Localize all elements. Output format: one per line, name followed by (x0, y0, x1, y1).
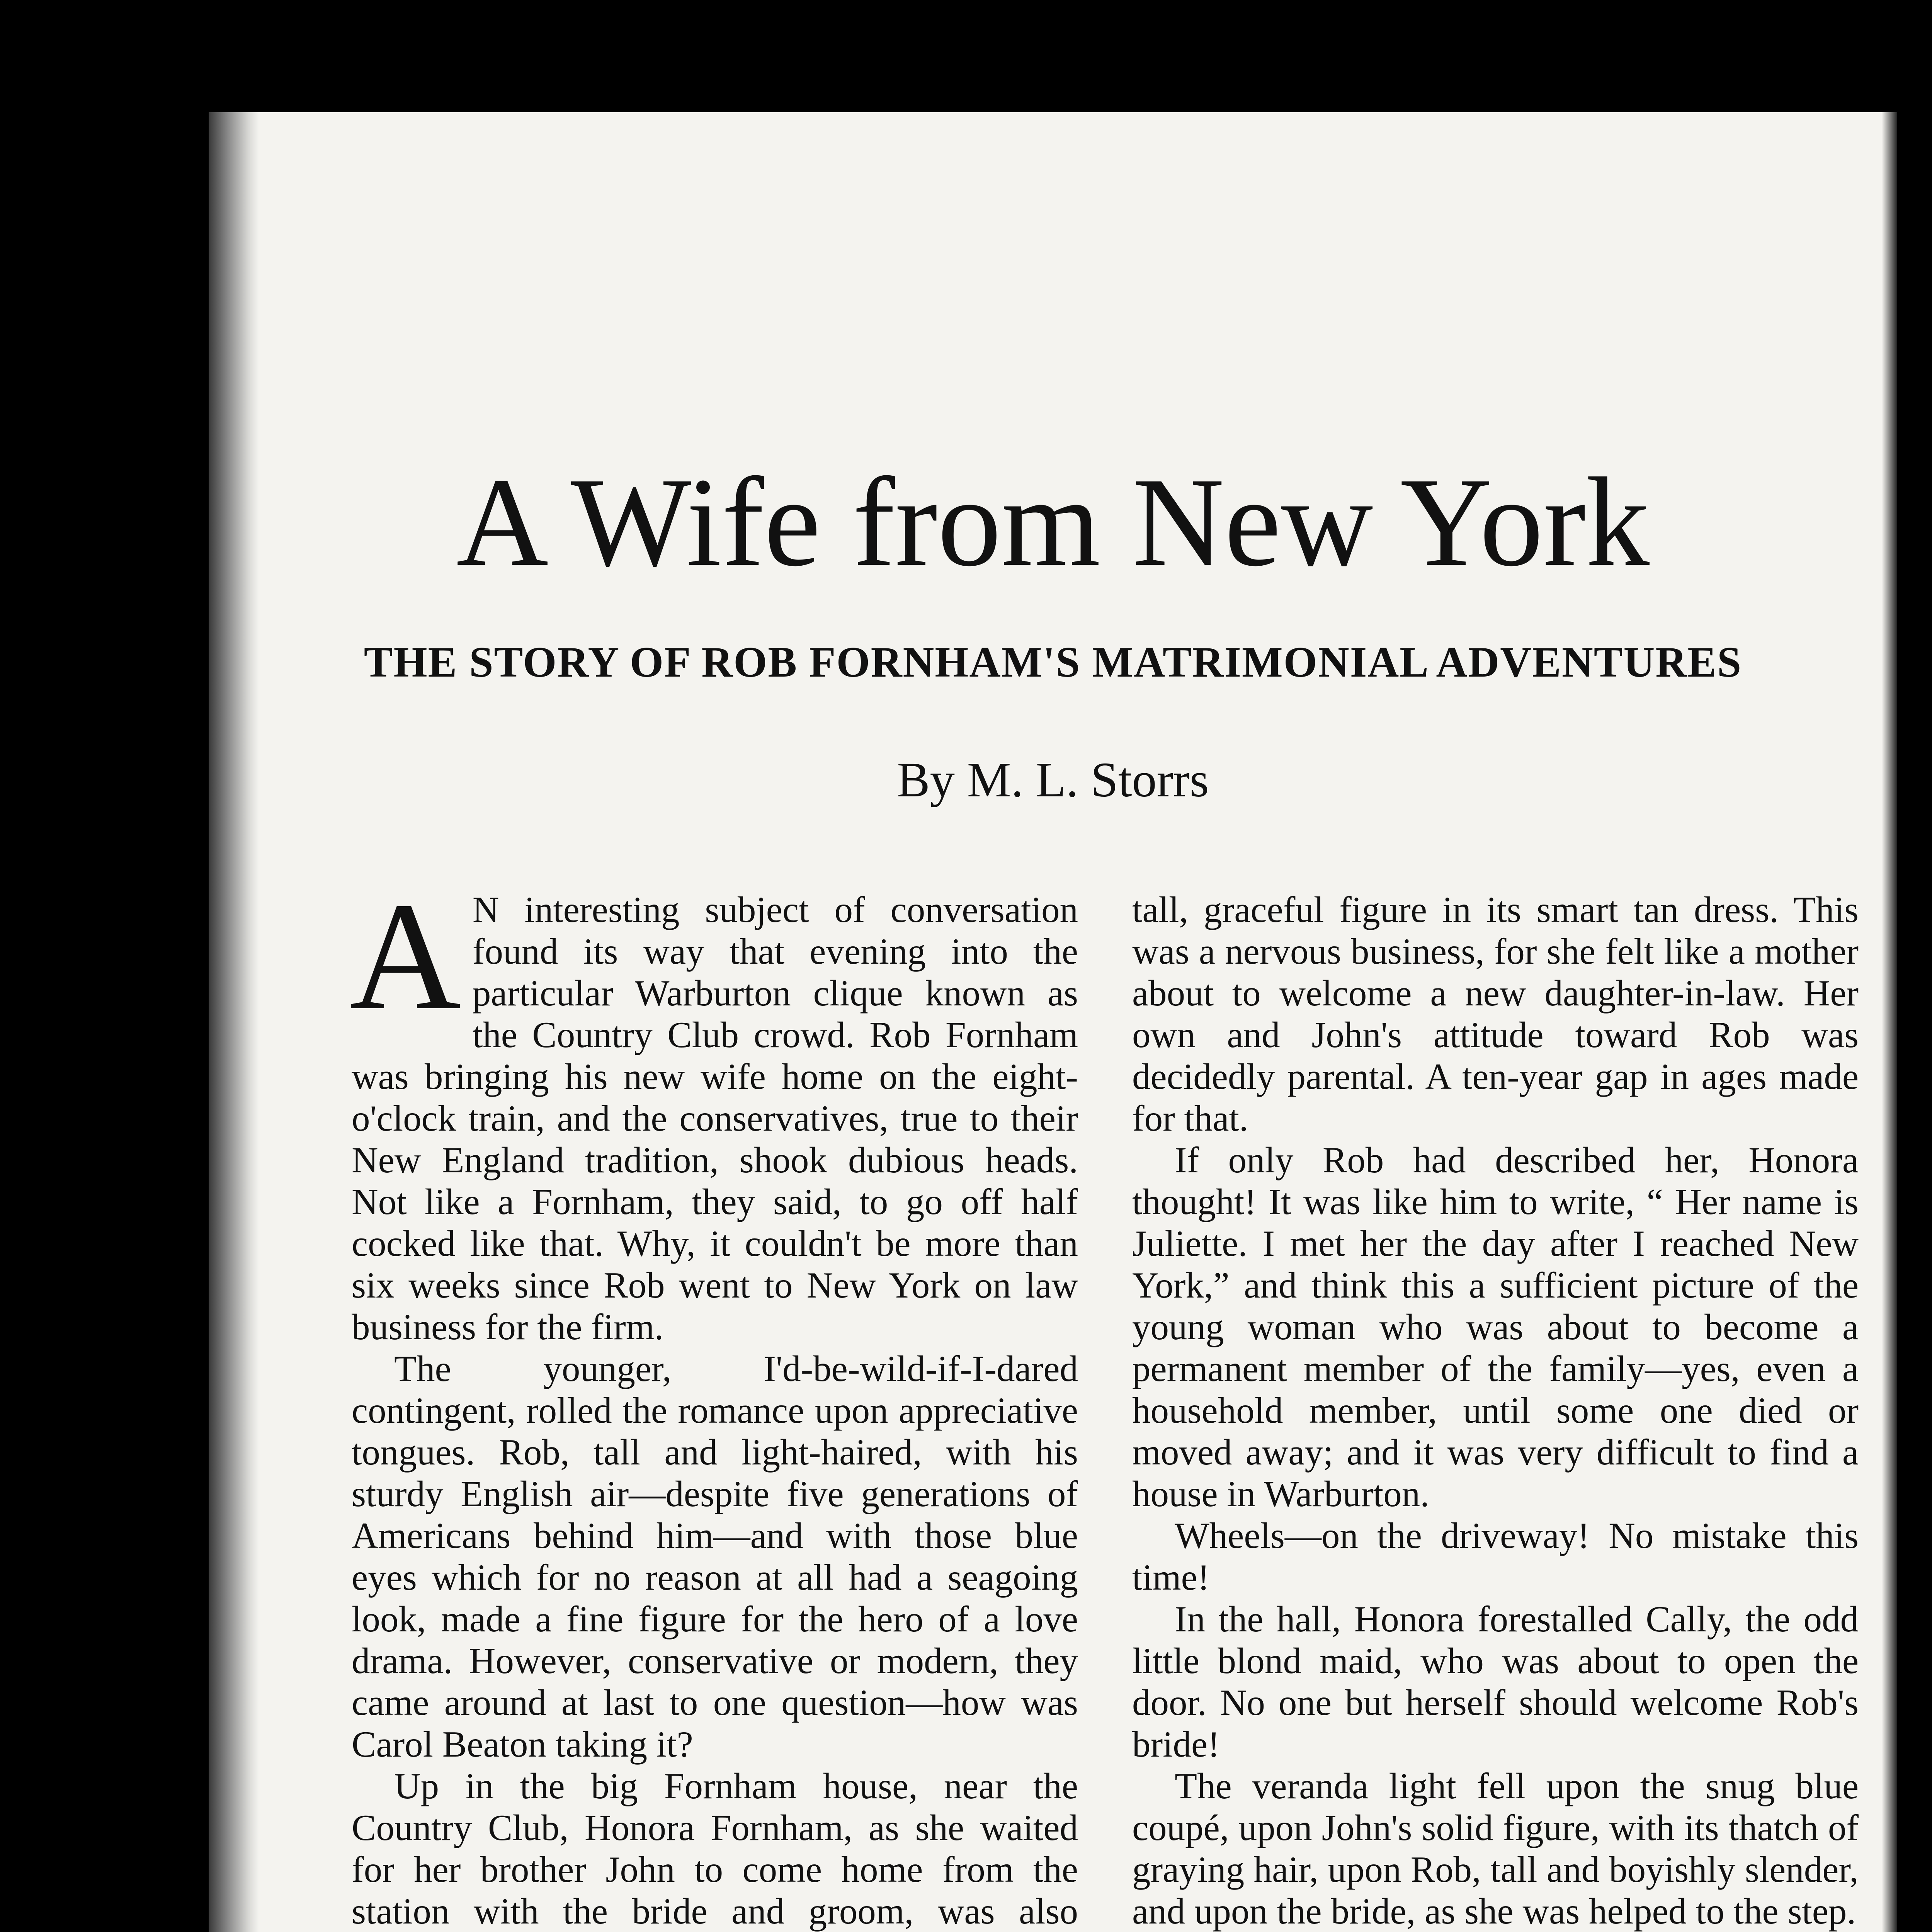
paragraph: The veranda light fell upon the snug blue coupé, upon John's solid figure, with its thatch of graying hair, upon Rob, tall and boyishly slender, and upon the bride, as she was helped to the step. (1132, 1765, 1859, 1932)
paragraph: tall, graceful figure in its smart tan dress. This was a nervous business, for she felt like a mother about to welcome a new daughter-in-law. Her own and John's attitude toward Rob was decidedly parental. A ten-year gap in ages made for that. (1132, 889, 1859, 1139)
right-column (1132, 889, 1859, 1932)
article-byline: By M. L. Storrs (897, 752, 1209, 807)
drop-cap: A (349, 871, 461, 1042)
paragraph-text: N interesting subject of conversation found its way that evening into the particular Warburton clique known as the Country Club crowd. Rob Fornham was bringing his new wife home on the eight-o'clock train, and the conservatives, true to their New England tradition, shook dubious heads. Not like a Fornham, they said, to go off half cocked like that. Why, it couldn't be more than six weeks since Rob went to New York on law business for the firm. (352, 889, 1078, 1347)
page-edge-shadow (1882, 112, 1897, 1932)
left-column (349, 871, 1078, 1932)
paragraph: Wheels—on the driveway! No mistake this time! (1132, 1515, 1859, 1598)
paragraph: In the hall, Honora forestalled Cally, the odd little blond maid, who was about to open the door. No one but herself should welcome Rob's bride! (1132, 1599, 1859, 1765)
article-subtitle: THE STORY OF ROB FORNHAM'S MATRIMONIAL ADVENTURES (364, 638, 1742, 686)
paragraph: The younger, I'd-be-wild-if-I-dared contingent, rolled the romance upon appreciative tongues. Rob, tall and light-haired, with his sturdy English air—despite five generations of Americans behind him—and with those blue eyes which for no reason at all had a seagoing look, made a fine figure for the hero of a love drama. However, conservative or modern, they came around at last to one question—how was Carol Beaton taking it? (352, 1348, 1078, 1765)
magazine-page (209, 112, 1897, 1932)
paragraph: If only Rob had described her, Honora thought! It was like him to write, “ Her name is Juliette. I met her the day after I reached New York,” and think this a sufficient picture of the young woman who was about to become a permanent member of the family—yes, even a household member, until some one died or moved away; and it was very difficult to find a house in Warburton. (1132, 1139, 1859, 1514)
paragraph (349, 871, 1078, 1348)
spine-shadow (209, 112, 259, 1932)
article-title: A Wife from New York (456, 452, 1650, 593)
paragraph: Up in the big Fornham house, near the Country Club, Honora Fornham, as she waited for her brother John to come home from the station with the bride and groom, was also (352, 1765, 1078, 1932)
